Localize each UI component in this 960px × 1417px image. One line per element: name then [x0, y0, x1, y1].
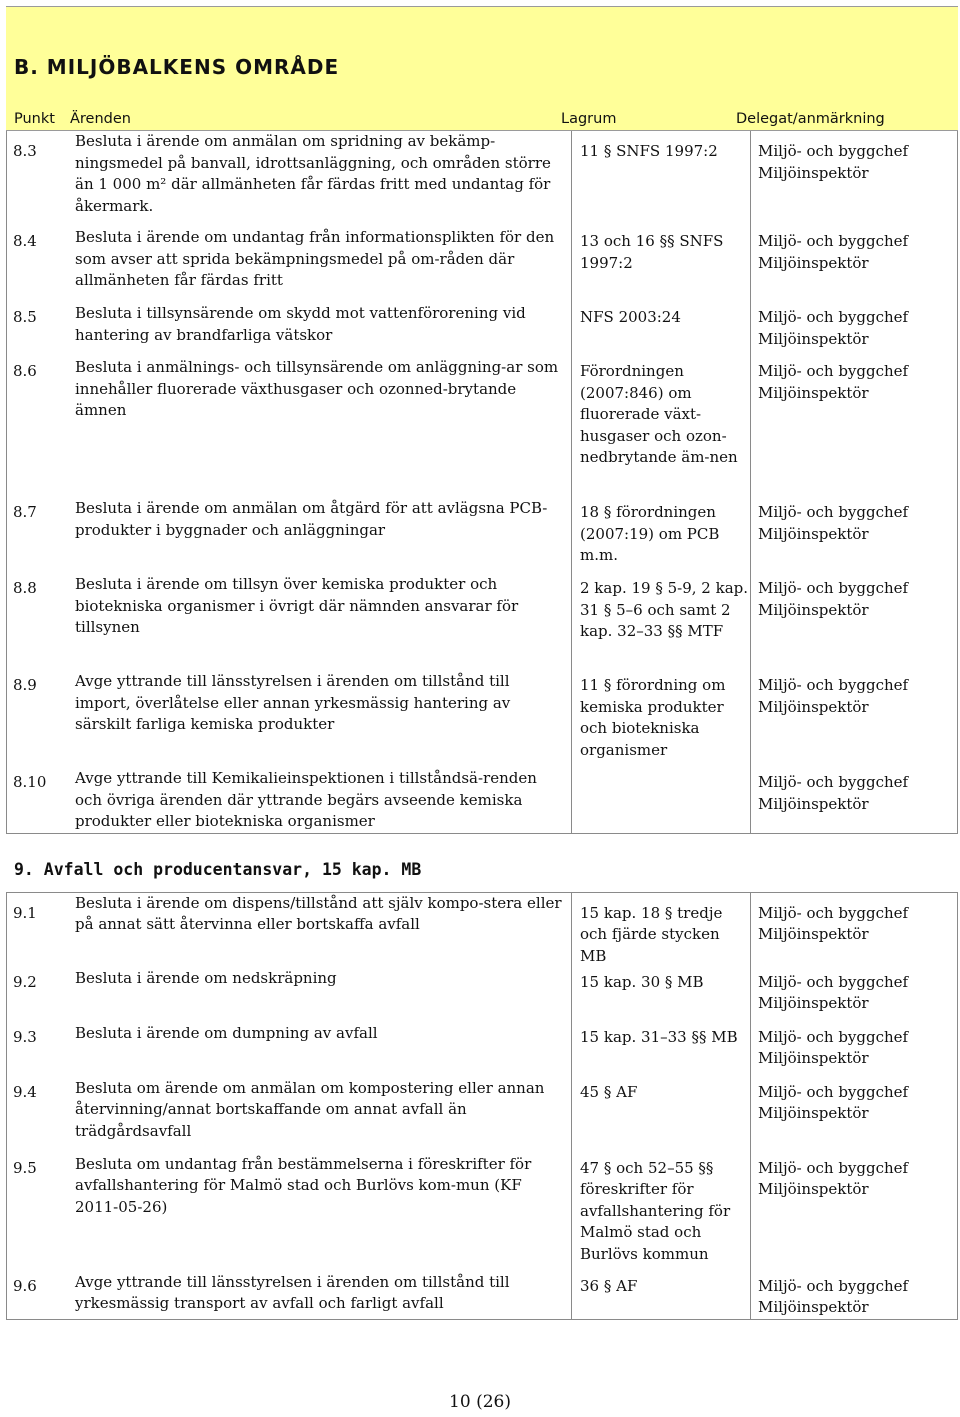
- delegat-secondary: Miljöinspektör: [758, 383, 869, 402]
- row-lagrum: 45 § AF: [572, 1078, 751, 1154]
- table-row: [7, 671, 958, 768]
- delegat-secondary: Miljöinspektör: [758, 253, 869, 272]
- row-delegat: [751, 671, 958, 768]
- delegat-primary: Miljö- och byggchef: [758, 676, 909, 694]
- delegat-primary: Miljö- och byggchef: [758, 232, 909, 250]
- row-id: 8.10: [7, 768, 72, 833]
- row-description: Besluta i ärende om anmälan om spridning av bekämp-ningsmedel på banvall, idrottsanläggning, och områden större än 1 000 m² där allmänheten får färdas fritt med undantag för åkermark.: [71, 131, 572, 227]
- row-id: 9.4: [7, 1078, 72, 1154]
- table-row: [7, 498, 958, 574]
- row-delegat: [751, 227, 958, 303]
- row-id: 8.8: [7, 574, 72, 671]
- row-description: Besluta i tillsynsärende om skydd mot vattenförorening vid hantering av brandfarliga vätskor: [71, 303, 572, 357]
- row-lagrum: 15 kap. 30 § MB: [572, 968, 751, 1023]
- delegat-primary: Miljö- och byggchef: [758, 903, 909, 922]
- delegat-primary: Miljö- och byggchef: [758, 1027, 909, 1046]
- row-delegat: [751, 574, 958, 671]
- section-b-header: [6, 6, 958, 131]
- row-delegat: [751, 893, 958, 968]
- row-lagrum: 13 och 16 §§ SNFS 1997:2: [572, 227, 751, 303]
- row-lagrum: 36 § AF: [572, 1272, 751, 1319]
- row-description: Avge yttrande till länsstyrelsen i ärenden om tillstånd till yrkesmässig transport av avfall och farligt avfall: [71, 1272, 572, 1319]
- row-delegat: [751, 1154, 958, 1272]
- delegat-secondary: Miljöinspektör: [758, 1049, 869, 1067]
- delegat-primary: Miljö- och byggchef: [758, 1082, 909, 1101]
- delegat-primary: Miljö- och byggchef: [758, 579, 909, 597]
- row-description: Besluta i ärende om anmälan om åtgärd för att avlägsna PCB-produkter i byggnader och anläggningar: [71, 498, 572, 574]
- row-lagrum: NFS 2003:24: [572, 303, 751, 357]
- column-header-arenden: Ärenden: [70, 111, 131, 127]
- table-section-9: [6, 893, 958, 1319]
- section-title: 9. Avfall och producentansvar, 15 kap. MB: [14, 859, 422, 879]
- row-delegat: [751, 303, 958, 357]
- row-description: Besluta i ärende om undantag från informationsplikten för den som avser att sprida bekämpningsmedel på om-råden där allmänheten får färdas fritt: [71, 227, 572, 303]
- section-9-header: [6, 833, 958, 893]
- row-delegat: [751, 1023, 958, 1078]
- delegat-secondary: Miljöinspektör: [758, 1180, 869, 1198]
- document-page: [6, 6, 958, 1320]
- column-header-lagrum: Lagrum: [561, 111, 617, 127]
- table-row: [7, 968, 958, 1023]
- row-id: 8.5: [7, 303, 72, 357]
- row-description: Besluta i ärende om nedskräpning: [71, 968, 572, 1023]
- row-delegat: [751, 1078, 958, 1154]
- row-id: 9.1: [7, 893, 72, 968]
- row-id: 8.9: [7, 671, 72, 768]
- delegat-primary: Miljö- och byggchef: [758, 1276, 909, 1295]
- delegat-secondary: Miljöinspektör: [758, 163, 869, 182]
- section-title: B. MILJÖBALKENS OMRÅDE: [14, 55, 340, 79]
- table-row: [7, 227, 958, 303]
- table-row: [7, 768, 958, 833]
- table-row: [7, 1078, 958, 1154]
- row-description: Besluta om ärende om anmälan om kompostering eller annan återvinning/annat bortskaffande om annat avfall än trädgårdsavfall: [71, 1078, 572, 1154]
- row-lagrum: 47 § och 52–55 §§ föreskrifter för avfallshantering för Malmö stad och Burlövs kommun: [572, 1154, 751, 1272]
- row-description: Besluta i ärende om dumpning av avfall: [71, 1023, 572, 1078]
- row-id: 8.6: [7, 357, 72, 498]
- delegat-primary: Miljö- och byggchef: [758, 503, 909, 521]
- table-row: [7, 1272, 958, 1319]
- row-description: Avge yttrande till länsstyrelsen i ärenden om tillstånd till import, överlåtelse eller annan yrkesmässig hantering av särskilt farliga kemiska produkter: [71, 671, 572, 768]
- table-section-b: [6, 131, 958, 833]
- row-lagrum: [572, 768, 751, 833]
- row-lagrum: 11 § SNFS 1997:2: [572, 131, 751, 227]
- table-row: [7, 131, 958, 227]
- row-lagrum: 15 kap. 18 § tredje och fjärde stycken MB: [572, 893, 751, 968]
- row-description: Besluta i ärende om dispens/tillstånd att själv kompo-stera eller på annat sätt återvinna eller bortskaffa avfall: [71, 893, 572, 968]
- row-description: Besluta i anmälnings- och tillsynsärende om anläggning-ar som innehåller fluorerade växthusgaser och ozonned-brytande ämnen: [71, 357, 572, 498]
- table-row: [7, 574, 958, 671]
- table-row: [7, 357, 958, 498]
- row-delegat: [751, 131, 958, 227]
- row-lagrum: Förordningen (2007:846) om fluorerade växt-husgaser och ozon-nedbrytande äm-nen: [572, 357, 751, 498]
- row-lagrum: 11 § förordning om kemiska produkter och biotekniska organismer: [572, 671, 751, 768]
- row-id: 8.3: [7, 131, 72, 227]
- row-description: Avge yttrande till Kemikalieinspektionen i tillståndsä-renden och övriga ärenden där yttrande begärs avseende kemiska produkter eller biotekniska organismer: [71, 768, 572, 833]
- row-id: 8.4: [7, 227, 72, 303]
- delegat-secondary: Miljöinspektör: [758, 994, 869, 1012]
- delegat-secondary: Miljöinspektör: [758, 1298, 869, 1316]
- delegat-primary: Miljö- och byggchef: [758, 773, 909, 791]
- column-header-delegat: Delegat/anmärkning: [736, 111, 885, 127]
- table-row: [7, 1023, 958, 1078]
- table-row: [7, 893, 958, 968]
- row-delegat: [751, 498, 958, 574]
- row-lagrum: 18 § förordningen (2007:19) om PCB m.m.: [572, 498, 751, 574]
- table-row: [7, 303, 958, 357]
- delegat-primary: Miljö- och byggchef: [758, 362, 909, 380]
- row-id: 9.5: [7, 1154, 72, 1272]
- row-lagrum: 15 kap. 31–33 §§ MB: [572, 1023, 751, 1078]
- delegat-secondary: Miljöinspektör: [758, 925, 869, 943]
- delegat-primary: Miljö- och byggchef: [758, 972, 909, 991]
- table-row: [7, 1154, 958, 1272]
- row-id: 8.7: [7, 498, 72, 574]
- row-description: Besluta om undantag från bestämmelserna i föreskrifter för avfallshantering för Malmö stad och Burlövs kom-mun (KF 2011-05-26): [71, 1154, 572, 1272]
- row-id: 9.6: [7, 1272, 72, 1319]
- delegat-secondary: Miljöinspektör: [758, 600, 869, 619]
- delegat-secondary: Miljöinspektör: [758, 329, 869, 348]
- row-delegat: [751, 968, 958, 1023]
- row-id: 9.2: [7, 968, 72, 1023]
- delegat-primary: Miljö- och byggchef: [758, 308, 909, 326]
- delegat-secondary: Miljöinspektör: [758, 524, 869, 543]
- row-delegat: [751, 768, 958, 833]
- row-delegat: [751, 357, 958, 498]
- table-bottom-border: [6, 1319, 958, 1320]
- delegat-secondary: Miljöinspektör: [758, 794, 869, 813]
- row-description: Besluta i ärende om tillsyn över kemiska produkter och biotekniska organismer i övrigt där nämnden ansvarar för tillsynen: [71, 574, 572, 671]
- delegat-primary: Miljö- och byggchef: [758, 142, 909, 160]
- delegat-secondary: Miljöinspektör: [758, 1104, 869, 1122]
- row-lagrum: 2 kap. 19 § 5-9, 2 kap. 31 § 5–6 och samt 2 kap. 32–33 §§ MTF: [572, 574, 751, 671]
- row-delegat: [751, 1272, 958, 1319]
- column-header-punkt: Punkt: [14, 111, 55, 127]
- delegat-secondary: Miljöinspektör: [758, 697, 869, 716]
- page-number: 10 (26): [449, 1392, 511, 1412]
- row-id: 9.3: [7, 1023, 72, 1078]
- delegat-primary: Miljö- och byggchef: [758, 1158, 909, 1177]
